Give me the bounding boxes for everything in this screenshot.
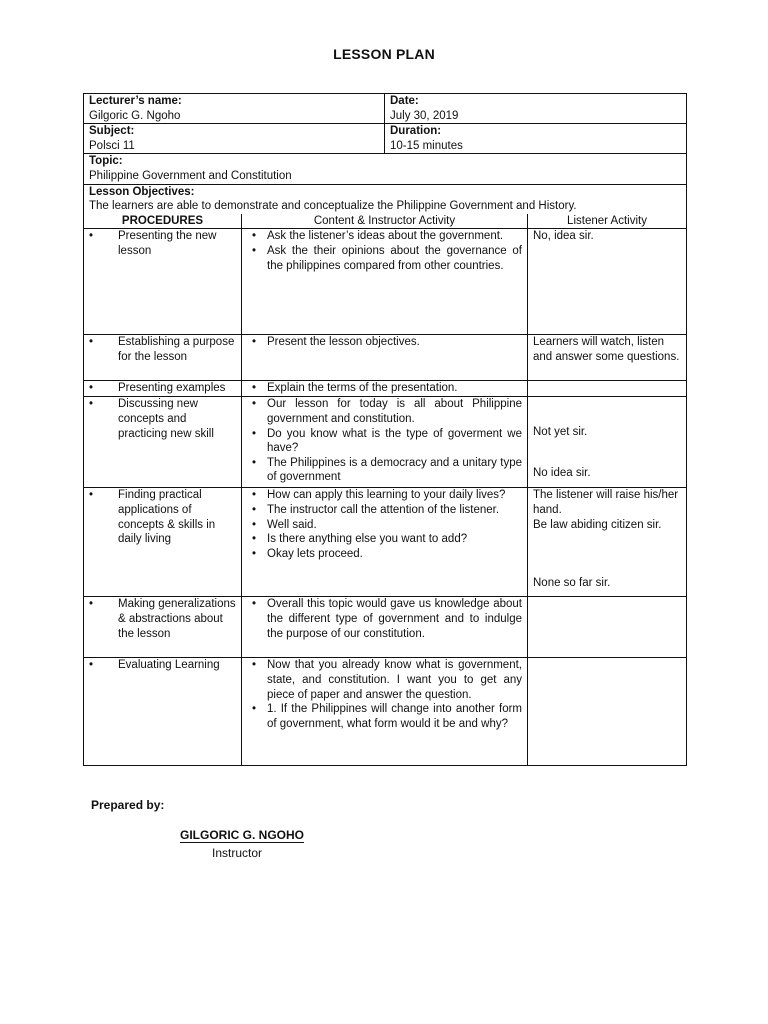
procedure-cell xyxy=(84,488,242,597)
listener-response: The listener will raise his/her hand. xyxy=(533,489,679,516)
listener-response: Learners will watch, listen and answer some questions. xyxy=(533,336,680,363)
bullet-icon: • xyxy=(89,598,94,611)
procedure-text: Making generalizations & abstractions about the lesson xyxy=(118,598,236,640)
procedure-row xyxy=(84,658,687,766)
activity-list xyxy=(247,658,522,731)
procedure-row xyxy=(84,381,687,397)
procedure-cell xyxy=(84,335,242,381)
activity-item: • Well said. xyxy=(247,518,522,533)
listener-activity-cell xyxy=(528,658,687,766)
activity-list xyxy=(247,335,522,350)
procedure-row xyxy=(84,335,687,381)
instructor-activity-cell xyxy=(242,381,528,397)
procedure-cell xyxy=(84,397,242,488)
procedure-text: Finding practical applications of concepts & skills in daily living xyxy=(118,489,216,546)
topic-label: Topic: xyxy=(89,155,123,168)
procedure-text: Establishing a purpose for the lesson xyxy=(118,336,235,363)
lesson-plan-table xyxy=(83,93,687,766)
procedure-row xyxy=(84,488,687,597)
listener-activity-cell xyxy=(528,397,687,488)
topic-row xyxy=(84,154,687,184)
activity-item: • Do you know what is the type of goverment we have? xyxy=(247,427,522,456)
procedure-cell xyxy=(84,381,242,397)
topic-value: Philippine Government and Constitution xyxy=(89,169,292,182)
bullet-icon: • xyxy=(89,382,94,395)
date-cell xyxy=(385,94,687,124)
activity-item: • Ask the listener’s ideas about the government. xyxy=(247,229,522,244)
procedure-row xyxy=(84,597,687,658)
topic-cell xyxy=(84,154,687,184)
procedure-cell xyxy=(84,597,242,658)
bullet-icon: • xyxy=(89,230,94,243)
listener-activity-cell xyxy=(528,335,687,381)
activity-list xyxy=(247,381,522,396)
duration-label: Duration: xyxy=(390,125,442,138)
subject-value: Polsci 11 xyxy=(89,139,135,152)
subject-cell xyxy=(84,124,385,154)
procedure-cell xyxy=(84,229,242,335)
activity-item: • Explain the terms of the presentation. xyxy=(247,381,522,396)
activity-item: • Now that you already know what is government, state, and constitution. I want you to get any piece of paper and answer the question. xyxy=(247,658,522,702)
procedure-text: Presenting examples xyxy=(118,382,226,395)
content-header: Content & Instructor Activity xyxy=(242,214,528,229)
bullet-icon: • xyxy=(89,659,94,672)
document-title: LESSON PLAN xyxy=(333,46,435,62)
activity-item: • The instructor call the attention of the listener. xyxy=(247,503,522,518)
listener-response: None so far sir. xyxy=(533,577,611,590)
instructor-activity-cell xyxy=(242,335,528,381)
duration-value: 10-15 minutes xyxy=(390,139,463,152)
bullet-icon: • xyxy=(89,398,94,411)
activity-list xyxy=(247,229,522,273)
procedure-rows xyxy=(84,229,687,766)
instructor-activity-cell xyxy=(242,229,528,335)
objectives-label: Lesson Objectives: xyxy=(89,185,195,198)
procedure-row xyxy=(84,397,687,488)
procedure-text: Discussing new concepts and practicing new skill xyxy=(118,398,214,440)
procedure-text: Evaluating Learning xyxy=(118,659,220,672)
subject-label: Subject: xyxy=(89,125,135,138)
listener-activity-cell xyxy=(528,229,687,335)
procedure-text: Presenting the new lesson xyxy=(118,230,217,257)
bullet-icon: • xyxy=(89,336,94,349)
activity-item: • How can apply this learning to your daily lives? xyxy=(247,488,522,503)
lecturer-label: Lecturer’s name: xyxy=(89,95,182,107)
activity-list xyxy=(247,488,522,561)
procedure-row xyxy=(84,229,687,335)
objectives-cell xyxy=(84,184,687,214)
subject-duration-row xyxy=(84,124,687,154)
date-label: Date: xyxy=(390,95,419,107)
listener-response: No idea sir. xyxy=(533,466,591,479)
listener-response: Be law abiding citizen sir. xyxy=(533,518,662,531)
lecturer-date-row xyxy=(84,94,687,124)
instructor-activity-cell xyxy=(242,397,528,488)
listener-activity-cell xyxy=(528,488,687,597)
activity-list xyxy=(247,397,522,485)
activity-item: • Overall this topic would gave us knowledge about the different type of government and to indulge the purpose of our constitution. xyxy=(247,597,522,641)
listener-response: No, idea sir. xyxy=(533,230,594,243)
lecturer-cell xyxy=(84,94,385,124)
procedures-header: PROCEDURES xyxy=(84,214,242,229)
signatory-role: Instructor xyxy=(212,846,263,860)
instructor-activity-cell xyxy=(242,488,528,597)
activity-item: • Okay lets proceed. xyxy=(247,547,522,562)
procedure-cell xyxy=(84,658,242,766)
column-header-row xyxy=(84,214,687,229)
listener-activity-cell xyxy=(528,381,687,397)
listener-activity-cell xyxy=(528,597,687,658)
lecturer-value: Gilgoric G. Ngoho xyxy=(89,109,181,122)
objectives-value: The learners are able to demonstrate and conceptualize the Philippine Government and History. xyxy=(89,200,577,213)
instructor-activity-cell xyxy=(242,658,528,766)
signatory-name: GILGORIC G. NGOHO xyxy=(180,828,305,842)
listener-response: Not yet sir. xyxy=(533,426,588,439)
activity-item: • Our lesson for today is all about Philippine government and constitution. xyxy=(247,397,522,426)
instructor-activity-cell xyxy=(242,597,528,658)
activity-item: • Present the lesson objectives. xyxy=(247,335,522,350)
listener-header: Listener Activity xyxy=(528,214,687,229)
activity-list xyxy=(247,597,522,641)
activity-item: • The Philippines is a democracy and a unitary type of government xyxy=(247,456,522,485)
objectives-row xyxy=(84,184,687,214)
prepared-by-label: Prepared by: xyxy=(91,798,165,812)
activity-item: • Ask the their opinions about the governance of the philippines compared from other countries. xyxy=(247,244,522,273)
duration-cell xyxy=(385,124,687,154)
activity-item: • Is there anything else you want to add? xyxy=(247,532,522,547)
date-value: July 30, 2019 xyxy=(390,109,459,122)
activity-item: • 1. If the Philippines will change into another form of government, what form would it be and why? xyxy=(247,702,522,731)
bullet-icon: • xyxy=(89,489,94,502)
